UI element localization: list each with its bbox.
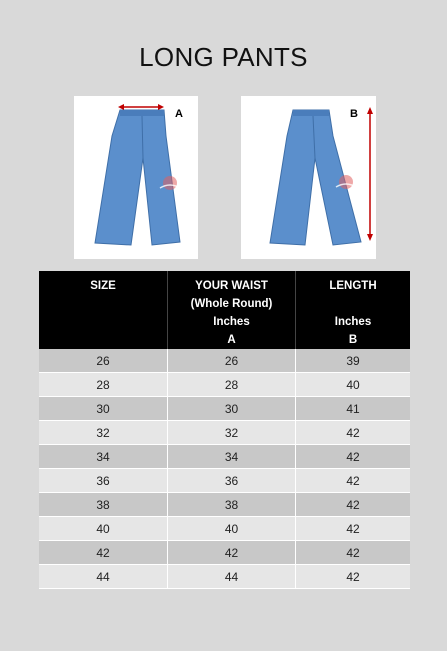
size-cell: 40 [39,517,168,541]
pants-back-illustration [241,96,376,259]
length-cell: 42 [296,445,411,469]
header-waist: YOUR WAIST (Whole Round) Inches A [168,271,296,349]
size-cell: 32 [39,421,168,445]
size-cell: 38 [39,493,168,517]
waist-cell: 26 [168,349,296,373]
size-cell: 44 [39,565,168,589]
length-cell: 40 [296,373,411,397]
measure-label-a: A [175,108,183,120]
waist-cell: 38 [168,493,296,517]
size-cell: 28 [39,373,168,397]
size-cell: 30 [39,397,168,421]
size-cell: 42 [39,541,168,565]
table-row [39,565,410,589]
pants-front-illustration [74,96,198,259]
waist-cell: 42 [168,541,296,565]
length-cell: 42 [296,541,411,565]
waist-cell: 36 [168,469,296,493]
size-chart-table [39,271,410,589]
table-row [39,421,410,445]
length-cell: 39 [296,349,411,373]
size-cell: 34 [39,445,168,469]
table-row [39,349,410,373]
waist-cell: 32 [168,421,296,445]
waist-cell: 40 [168,517,296,541]
table-row [39,469,410,493]
length-cell: 42 [296,565,411,589]
header-size: SIZE [39,271,168,349]
waist-cell: 44 [168,565,296,589]
table-row [39,517,410,541]
header-length: LENGTH Inches B [296,271,411,349]
size-cell: 26 [39,349,168,373]
table-row [39,373,410,397]
pants-photo-front [74,96,198,259]
waist-cell: 28 [168,373,296,397]
table-row [39,493,410,517]
size-cell: 36 [39,469,168,493]
waist-cell: 30 [168,397,296,421]
page-title: LONG PANTS [139,42,308,72]
length-cell: 42 [296,493,411,517]
table-row [39,541,410,565]
table-header-row [39,271,410,349]
pants-photo-back [241,96,376,259]
length-cell: 42 [296,469,411,493]
table-row [39,397,410,421]
measure-label-b: B [350,108,358,120]
length-cell: 42 [296,517,411,541]
length-cell: 42 [296,421,411,445]
length-cell: 41 [296,397,411,421]
waist-cell: 34 [168,445,296,469]
table-row [39,445,410,469]
